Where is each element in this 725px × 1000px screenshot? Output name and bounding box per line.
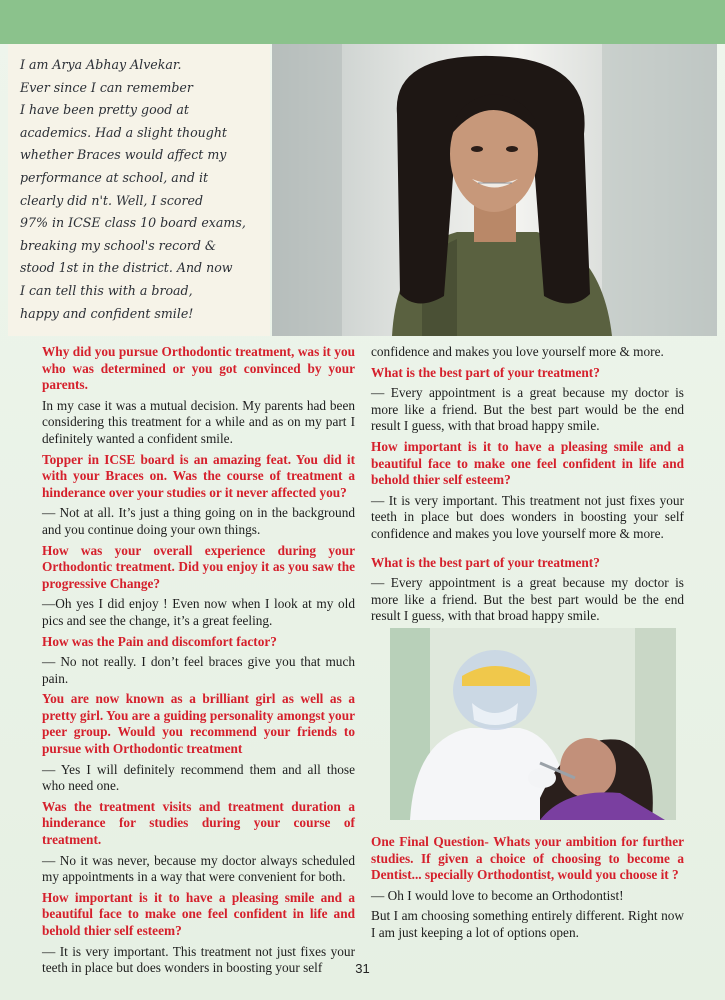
question: Why did you pursue Orthodontic treatment, was it you who was determined or you got convinced by your parents. [42,344,355,393]
note-line: stood 1st in the district. And now [20,260,233,276]
question: Topper in ICSE board is an amazing feat. You did it with your Braces on. Was the course of treatment a hinderance over your studies or it never affected you? [42,451,355,500]
question: What is the best part of your treatment? [371,554,600,570]
top-banner [0,0,725,44]
question: How important is it to have a pleasing smile and a beautiful face to make one feel confident in life and behold thier self esteem? [42,889,355,938]
answer: But I am choosing something entirely different. Right now I am just keeping a lot of options open. [371,908,684,940]
note-line: I can tell this with a broad, [20,282,193,298]
handwritten-note [8,44,270,336]
answer: — No it was never, because my doctor always scheduled my appointments in a way that were convenient for both. [42,852,355,885]
left-column [42,344,355,981]
answer: — Every appointment is a great because my doctor is more like a friend. But the best part would be the end result I guess, with that broad happy smile. [371,385,684,434]
note-line: breaking my school's record & [20,237,217,253]
answer: — Oh I would love to become an Orthodontist! [371,887,624,903]
note-line: I am Arya Abhay Alvekar. [20,57,182,72]
question: One Final Question- Whats your ambition for further studies. If given a choice of choosing to become a Dentist... specially Orthodontist, would you choose it ? [371,834,684,883]
note-line: 97% in ICSE class 10 board exams, [20,215,246,231]
page-number: 31 [355,961,370,976]
answer: — It is very important. This treatment not just fixes your teeth in place but does wonders in boosting your self [42,943,355,976]
note-line: clearly did n't. Well, I scored [20,192,204,208]
right-column [371,344,684,629]
note-line: Ever since I can remember [20,79,193,95]
answer: — No not really. I don’t feel braces give you that much pain. [42,654,355,686]
question: You are now known as a brilliant girl as well as a pretty girl. You are a guiding personality amongst your peer group. Would you recommend your friends to pursue with Orthodontic treatment [42,691,355,757]
dental-illustration [390,628,676,820]
note-line: I have been pretty good at [20,102,189,118]
question: How was your overall experience during your Orthodontic treatment. Did you enjoy it as you saw the progressive Change? [42,542,355,591]
note-line: academics. Had a slight thought [20,124,227,140]
question: How was the Pain and discomfort factor? [42,633,277,649]
right-column-final [371,834,684,946]
question: Was the treatment visits and treatment duration a hinderance for studies during your course of treatment. [42,798,355,848]
answer: — Yes I will definitely recommend them and all those who need one. [42,761,355,794]
note-line: whether Braces would affect my [20,147,227,163]
answer: — It is very important. This treatment not just fixes your teeth in place but does wonders in boosting your self confidence and makes you love yourself more & more. [371,492,684,541]
note-line: performance at school, and it [20,169,209,185]
answer: —Oh yes I did enjoy ! Even now when I look at my old pics and see the change, it’s a great feeling. [42,596,355,628]
answer: — Not at all. It’s just a thing going on in the background and you continue doing your own things. [42,505,355,537]
question: How important is it to have a pleasing smile and a beautiful face to make one feel confident in life and behold thier self esteem? [371,438,684,488]
question: What is the best part of your treatment? [371,364,600,380]
answer-continued: confidence and makes you love yourself more & more. [371,344,664,359]
portrait-photo [272,44,717,336]
answer: In my case it was a mutual decision. My parents had been considering this treatment for a while and as on my part I definitely wanted a confident smile. [42,397,355,446]
dental-treatment-photo [390,628,676,820]
answer: — Every appointment is a great because my doctor is more like a friend. But the best part would be the end result I guess, with that broad happy smile. [371,575,684,624]
portrait-illustration [272,44,717,336]
note-line: happy and confident smile! [20,305,194,321]
